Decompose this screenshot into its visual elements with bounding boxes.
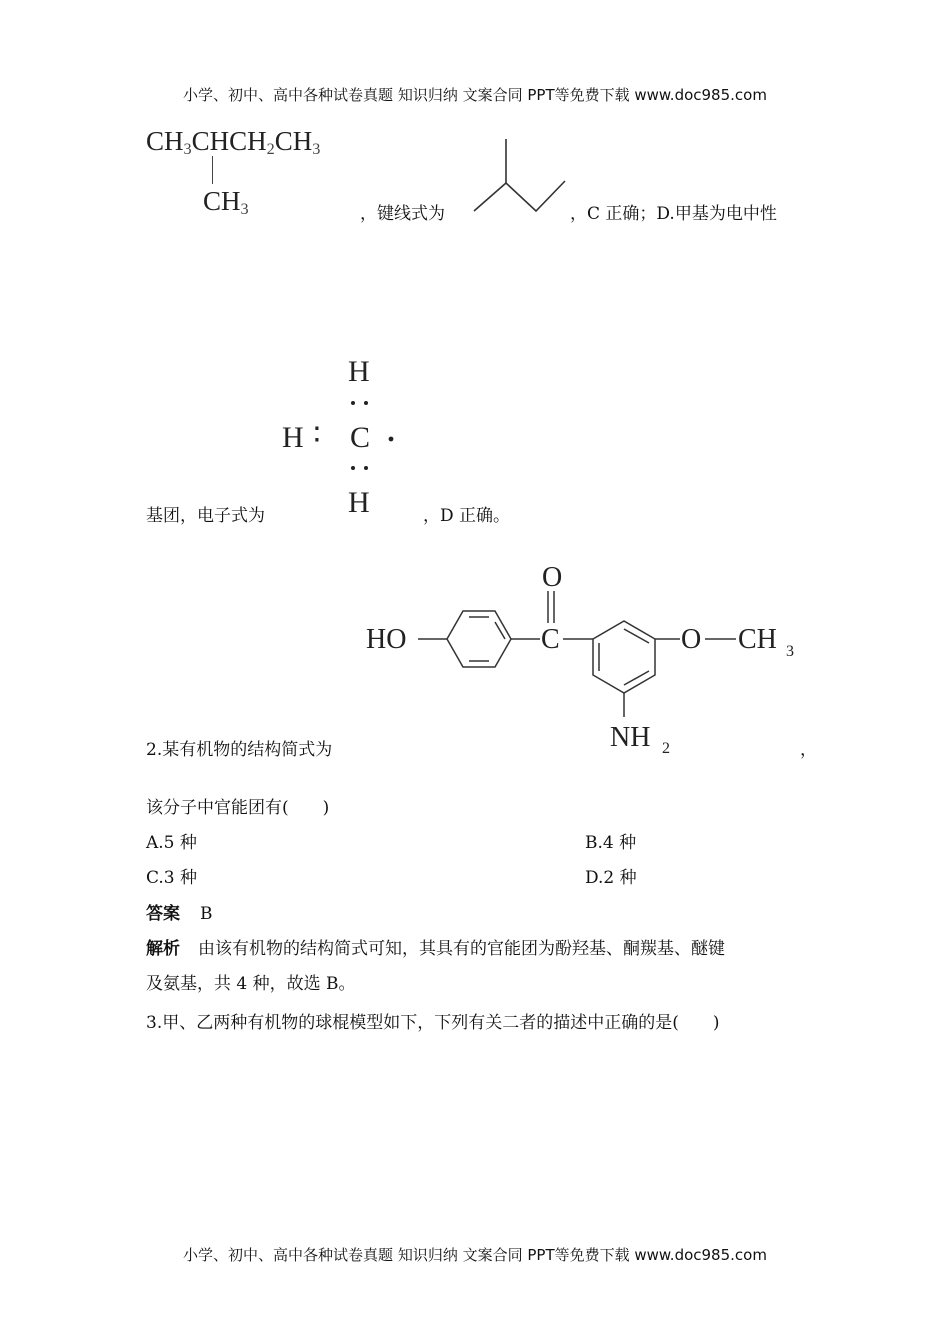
page-header: 小学、初中、高中各种试卷真题 知识归纳 文案合同 PPT等免费下载 www.doc985.com (183, 86, 767, 104)
hydroxyl-HO: HO (366, 624, 407, 655)
q2-option-c: C.3 种 (146, 868, 198, 888)
page-footer: 小学、初中、高中各种试卷真题 知识归纳 文案合同 PPT等免费下载 www.doc985.com (183, 1246, 767, 1264)
methyl-CH: CH (738, 624, 777, 655)
ether-O: O (681, 624, 702, 655)
q2-answer (146, 903, 213, 925)
answer-label: 答案 (146, 904, 180, 924)
q2-line2: 该分子中官能团有( ) (146, 798, 330, 818)
skeletal-formula (470, 135, 570, 215)
part-d-prefix: 基团，电子式为 (146, 506, 265, 526)
part-c-text2: ，C 正确；D.甲基为电中性 (570, 204, 777, 224)
electron-C: C (350, 421, 371, 454)
analysis-label: 解析 (146, 939, 180, 959)
q2-option-d: D.2 种 (585, 868, 637, 888)
q3-stem: 3.甲、乙两种有机物的球棍模型如下，下列有关二者的描述中正确的是( ) (146, 1013, 720, 1033)
electron-dots (345, 395, 400, 475)
amino-sub: 2 (662, 740, 670, 755)
q2-analysis-line2: 及氨基，共 4 种，故选 B。 (146, 974, 356, 994)
electron-colon: ∶ (313, 419, 321, 452)
part-c-text1: ，键线式为 (360, 204, 445, 224)
condensed-formula: $CH_3CHCH_2CH_3$ (146, 126, 321, 158)
analysis-text1: 由该有机物的结构简式可知，其具有的官能团为酚羟基、酮羰基、醚键 (198, 939, 725, 959)
methyl-sub: 3 (786, 643, 794, 660)
electron-H-bottom: H (348, 486, 370, 519)
q2-stem: 2.某有机物的结构简式为 (146, 740, 333, 760)
q2-option-a: A.5 种 (146, 833, 197, 853)
carbonyl-C: C (541, 624, 560, 655)
electron-H-left: H (282, 421, 304, 454)
carbonyl-O: O (542, 562, 563, 593)
q2-analysis-line1 (146, 938, 725, 960)
branch-methyl: $CH_3$ (203, 186, 249, 218)
part-d-suffix: ，D 正确。 (423, 506, 511, 526)
q2-option-b: B.4 种 (585, 833, 637, 853)
q2-comma: ， (800, 740, 817, 760)
branch-bond (212, 156, 213, 184)
amino-NH: NH (610, 722, 651, 753)
electron-H-top: H (348, 355, 370, 388)
answer-value: B (200, 904, 213, 924)
q2-structure (360, 555, 810, 755)
